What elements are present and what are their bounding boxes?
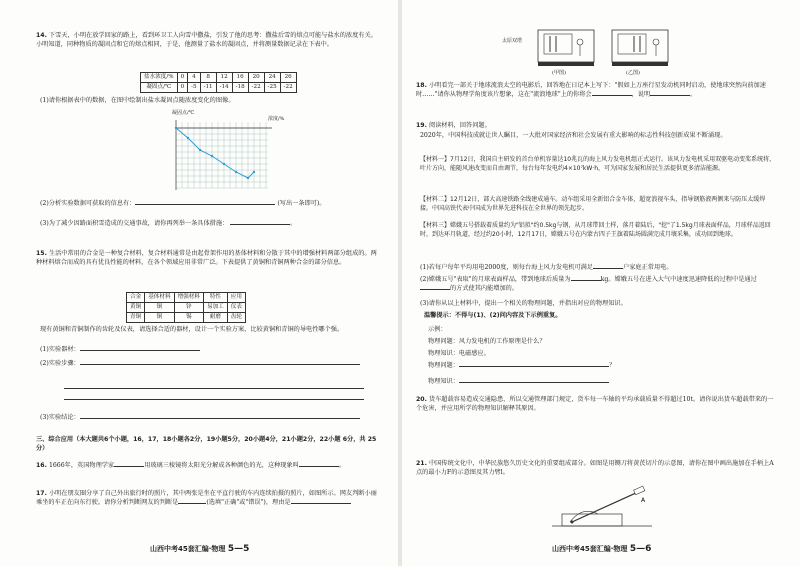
q14-sub2-tail: (写出一条即可)。 bbox=[277, 200, 326, 207]
q19-sub1-tail: 户家庭正常用电。 bbox=[623, 264, 673, 271]
q15-sub1-text: (1)实验器材： bbox=[40, 346, 80, 353]
answer-blank[interactable] bbox=[420, 289, 450, 290]
table-cell: 16 bbox=[232, 73, 248, 83]
question-15 bbox=[36, 250, 382, 268]
q15-sub3-text: (3)实验结论： bbox=[40, 414, 80, 421]
q14-sub3-tail: 。 bbox=[290, 220, 297, 227]
answer-blank[interactable] bbox=[291, 503, 351, 504]
q19-sub1 bbox=[420, 264, 776, 273]
question-tail: ，说明 bbox=[631, 90, 651, 98]
question-16 bbox=[36, 462, 382, 471]
question-number: 21. bbox=[416, 460, 427, 467]
table-cell: 仪表 bbox=[227, 303, 245, 313]
table-cell: 青铜 bbox=[127, 313, 145, 323]
q19-sub2-middle: kg。嫦娥五号在进入大气中速度迅速降低的过程中是通过 bbox=[600, 276, 757, 283]
question-number: 17. bbox=[36, 490, 47, 497]
table-row bbox=[127, 293, 246, 303]
question-text: 小明看完一部关于地球流浪太空的电影后，回答地在日记本上写下："假如上万座行星发动机同时启动，使地球突然向前加速时……"请你从物理学角度该片想象，这在"流浪地球"上的你将会 bbox=[416, 82, 766, 98]
section-three-heading: 三、综合应用（本大题共6个小题，16，17，18小题各2分，19小题5分，20小题4分，21小题2分，22小题 6分，共 25 分） bbox=[36, 436, 377, 452]
question-number: 19. bbox=[416, 122, 427, 129]
q15-sub2 bbox=[40, 360, 380, 369]
answer-blank[interactable] bbox=[593, 268, 623, 269]
table-cell: 锌 bbox=[174, 303, 203, 313]
question-20 bbox=[416, 396, 776, 414]
question-17 bbox=[36, 490, 382, 508]
herb-cutter-figure[interactable] bbox=[542, 482, 662, 534]
answer-blank[interactable] bbox=[135, 204, 275, 205]
table-cell: 12 bbox=[216, 73, 232, 83]
table-cell: 26 bbox=[280, 73, 296, 83]
table-cell: 铜 bbox=[145, 303, 174, 313]
answer-question-row bbox=[428, 362, 728, 371]
right-page bbox=[402, 0, 800, 566]
table-cell: 易加工 bbox=[203, 303, 227, 313]
table-cell: -25 bbox=[264, 83, 280, 93]
question-text: 下雪天，小明在放学回家的路上，看到环卫工人向雪中撒盐，引发了他的思考：撒盐后雪的熔点可能与盐水的浓度有关。小明知道，同种物质的凝固点和它的熔点相同，于是，他测量了盐水的凝固点，并将测量数据记录在下表中。 bbox=[36, 32, 377, 48]
q14-sub3-text: (3)为了减少因路面积雪造成的交通事故，请你再列举一条具体措施： bbox=[40, 220, 229, 227]
answer-blank[interactable] bbox=[114, 466, 144, 467]
q14-sub2 bbox=[40, 200, 380, 209]
table-header: 凝固点/℃ bbox=[141, 83, 178, 93]
question-text: 中国传统文化中，中华民族悠久历史文化的重要组成部分。如图是用铡刀将黄芪切片的示意图，请你在图中画出施加在手柄上A点的最小力F的示意图及其力臂l。 bbox=[416, 460, 774, 476]
travel-photos-figure bbox=[528, 28, 678, 74]
question-title: 阅读材料，回答问题。 bbox=[428, 122, 491, 129]
graph-xlabel: 浓度/% bbox=[268, 116, 285, 122]
q14-sub3 bbox=[40, 220, 380, 229]
answer-knowledge-label: 物理知识： bbox=[428, 378, 459, 385]
footer bbox=[150, 543, 249, 556]
table-cell: -22 bbox=[248, 83, 264, 93]
figure-caption-b: (乙图) bbox=[626, 70, 640, 76]
table-row bbox=[141, 83, 297, 93]
table-cell: 0 bbox=[177, 83, 188, 93]
answer-blank[interactable] bbox=[592, 95, 632, 96]
alloy-table bbox=[126, 292, 246, 323]
table-header: 特性 bbox=[203, 293, 227, 303]
question-21 bbox=[416, 460, 776, 478]
example-question: 物理问题：风力发电机的工作原理是什么？ bbox=[428, 338, 546, 345]
question-text: 生活中常用的合金是一种复合材料，复合材料通常是由起骨架作用的基体材料和分散于其中的增强材料两部分组成的。两种材料熔合而成的具有优良性能的材料，在各个领域应用非常广泛。下表提供了黄铜和青铜两种合金的部分信息。 bbox=[36, 250, 377, 266]
q19-sub2 bbox=[420, 276, 776, 294]
answer-blank[interactable] bbox=[80, 350, 200, 351]
answer-blank[interactable] bbox=[459, 382, 609, 383]
answer-line[interactable] bbox=[64, 378, 364, 389]
answer-blank[interactable] bbox=[459, 366, 609, 367]
question-text: 小明在朋友圈分享了自己外出旅行时的照片，其中两张是坐在平直行驶的车内连续拍摄的照片，如图所示。网友判断小丽乘坐的车正在向东行驶。请你分析判断网友的判断是 bbox=[36, 490, 377, 506]
q14-sub1: (1)请你根据表中的数据，在图中绘制出盐水凝固点随浓度变化的图像。 bbox=[40, 97, 235, 104]
table-cell: 0 bbox=[177, 73, 188, 83]
table-header: 盐水浓度/% bbox=[141, 73, 178, 83]
question-end: 。 bbox=[690, 90, 697, 98]
q19-sub2-tail: 的方式使其内能增加的。 bbox=[450, 284, 519, 292]
table-cell: 锡 bbox=[174, 313, 203, 323]
answer-blank[interactable] bbox=[80, 418, 360, 419]
table-cell: 24 bbox=[264, 73, 280, 83]
left-page bbox=[0, 0, 398, 566]
table-header: 增强材料 bbox=[174, 293, 203, 303]
figure-label: 太原双塔 bbox=[502, 38, 523, 44]
example-answer: 物理知识：电磁感应。 bbox=[428, 350, 490, 357]
q15-sub2-text: (2)实验步骤： bbox=[40, 360, 80, 367]
table-row bbox=[127, 313, 246, 323]
table-cell: 20 bbox=[248, 73, 264, 83]
q19-sub1-text: (1)若每户每年平均用电2000度，则每台海上风力发电机可满足 bbox=[420, 264, 594, 271]
q15-sub1 bbox=[40, 346, 380, 355]
table-cell: 耐磨 bbox=[203, 313, 227, 323]
question-number: 16. bbox=[36, 462, 47, 469]
table-cell: 齿轮 bbox=[227, 313, 245, 323]
question-text: 1666年，英国物理学家 bbox=[48, 462, 115, 469]
table-cell: 8 bbox=[200, 73, 216, 83]
question-tail: 。 bbox=[338, 462, 346, 469]
question-14 bbox=[36, 32, 382, 50]
table-row bbox=[127, 303, 246, 313]
question-text: 货车超载容易造成交通隐患，所以交通管理部门规定，货车每一车轴的平均承载质量不得超过10t。请你说出货车超载带来的一个危害，并应用所学的物理知识解释其原因。 bbox=[416, 396, 774, 412]
q19-intro: 2020年，中国科技成就让世人瞩目，一大批对国家经济和社会发展有重大影响的标志性科技创新成果不断涌现。 bbox=[420, 132, 727, 139]
table-cell: -11 bbox=[200, 83, 216, 93]
answer-blank[interactable] bbox=[571, 280, 601, 281]
table-header: 合金 bbox=[127, 293, 145, 303]
footer bbox=[552, 543, 651, 556]
material-three: 【材料三】嫦娥五号搭载着质量约为"铝拟"约0.5kg与钢，从月球带回土样，落月着陆后，"挖"了1.5kg月球表面样品，月球样品返回时，到达环月轨道，经过约20小时，12月17日，嫦娥五号在内蒙古四子王旗着陆场圆满完成月壤采集，成功回到地球。 bbox=[420, 222, 771, 238]
question-19 bbox=[416, 122, 776, 131]
question-number: 15. bbox=[36, 250, 47, 257]
q19-sub3: (3)请你从以上材料中，提出一个相关的物理问题，并指出对应的物理知识。 bbox=[420, 300, 627, 307]
table-cell: 4 bbox=[188, 73, 200, 83]
answer-blank[interactable] bbox=[299, 466, 339, 467]
table-cell: 黄铜 bbox=[127, 303, 145, 313]
svg-text:A: A bbox=[641, 497, 646, 504]
table-header: 基体材料 bbox=[145, 293, 174, 303]
q15-prompt: 现有黄铜和青铜制作的齿轮及仪表，请选择合适的器材，设计一个实验方案，比较黄铜和青铜的导电性哪个强。 bbox=[40, 326, 344, 333]
material-one: 【材料一】7月12日，我国自主研发的首台单机容量达10兆瓦的海上风力发电机组正式运行。该风力发电机采用双驱电动变桨系统将，叶片方向，能随风速改变而自由调节，每台每年发电约4×10⁷kW·h，可为国家发展和居民生活提供更多清洁能源。 bbox=[420, 156, 776, 172]
answer-blank[interactable] bbox=[178, 503, 206, 504]
footer-title: 山西中考45套汇编·物理 bbox=[150, 544, 226, 553]
question-number: 18. bbox=[416, 82, 427, 89]
example-label: 示例： bbox=[428, 326, 447, 333]
question-18 bbox=[416, 82, 776, 100]
q19-sub2-text: (2)嫦娥五号"表取"的月球表面样品，带到地球后质量为 bbox=[420, 276, 571, 283]
q19-hint: 温馨提示：不得与(1)、(2)问内容及下示例重复。 bbox=[424, 312, 562, 319]
table-header: 应用 bbox=[227, 293, 245, 303]
question-text-continued: 用玻璃三棱镜将太阳光分解成各种颜色的光，这种现象叫 bbox=[144, 462, 299, 469]
footer-title: 山西中考45套汇编·物理 bbox=[552, 544, 628, 553]
question-number: 20. bbox=[416, 396, 427, 403]
q15-sub3 bbox=[40, 414, 380, 423]
answer-blank[interactable] bbox=[230, 224, 290, 225]
answer-blank[interactable] bbox=[650, 95, 690, 96]
answer-knowledge-row bbox=[428, 378, 728, 387]
table-cell: -14 bbox=[216, 83, 232, 93]
page-number: 5—6 bbox=[629, 543, 652, 554]
question-tail: ，理由是 bbox=[265, 498, 291, 506]
answer-line[interactable] bbox=[64, 389, 364, 400]
graph-ylabel: 凝固点/℃ bbox=[172, 110, 195, 116]
freezing-point-graph[interactable] bbox=[168, 118, 278, 194]
question-number: 14. bbox=[36, 32, 47, 39]
answer-lines[interactable] bbox=[64, 378, 364, 400]
answer-question-label: 物理问题： bbox=[428, 362, 459, 369]
question-mark: ？ bbox=[608, 362, 616, 369]
answer-blank[interactable] bbox=[80, 364, 360, 365]
table-cell: -18 bbox=[232, 83, 248, 93]
material-two: 【材料二】12月12日，部大高速铁路全线建成通车。动车组采用全新铝合金车体，超宽浪视车头，指导钢筋液两侧来与防压太缓焊接。中国高铁代表中国成为世界先进科技在全世界的领先起步。 bbox=[420, 196, 766, 212]
figure-caption-a: (甲图) bbox=[552, 70, 566, 76]
table-cell: -5 bbox=[188, 83, 200, 93]
table-cell: 铜 bbox=[145, 313, 174, 323]
page-number: 5—5 bbox=[227, 543, 250, 554]
question-options: (选填"正确"或"错误") bbox=[206, 498, 266, 506]
saltwater-table bbox=[140, 72, 297, 93]
table-cell: -22 bbox=[280, 83, 296, 93]
table-row bbox=[141, 73, 297, 83]
q14-sub2-text: (2)分析实验数据可获取的信息有： bbox=[40, 200, 136, 207]
